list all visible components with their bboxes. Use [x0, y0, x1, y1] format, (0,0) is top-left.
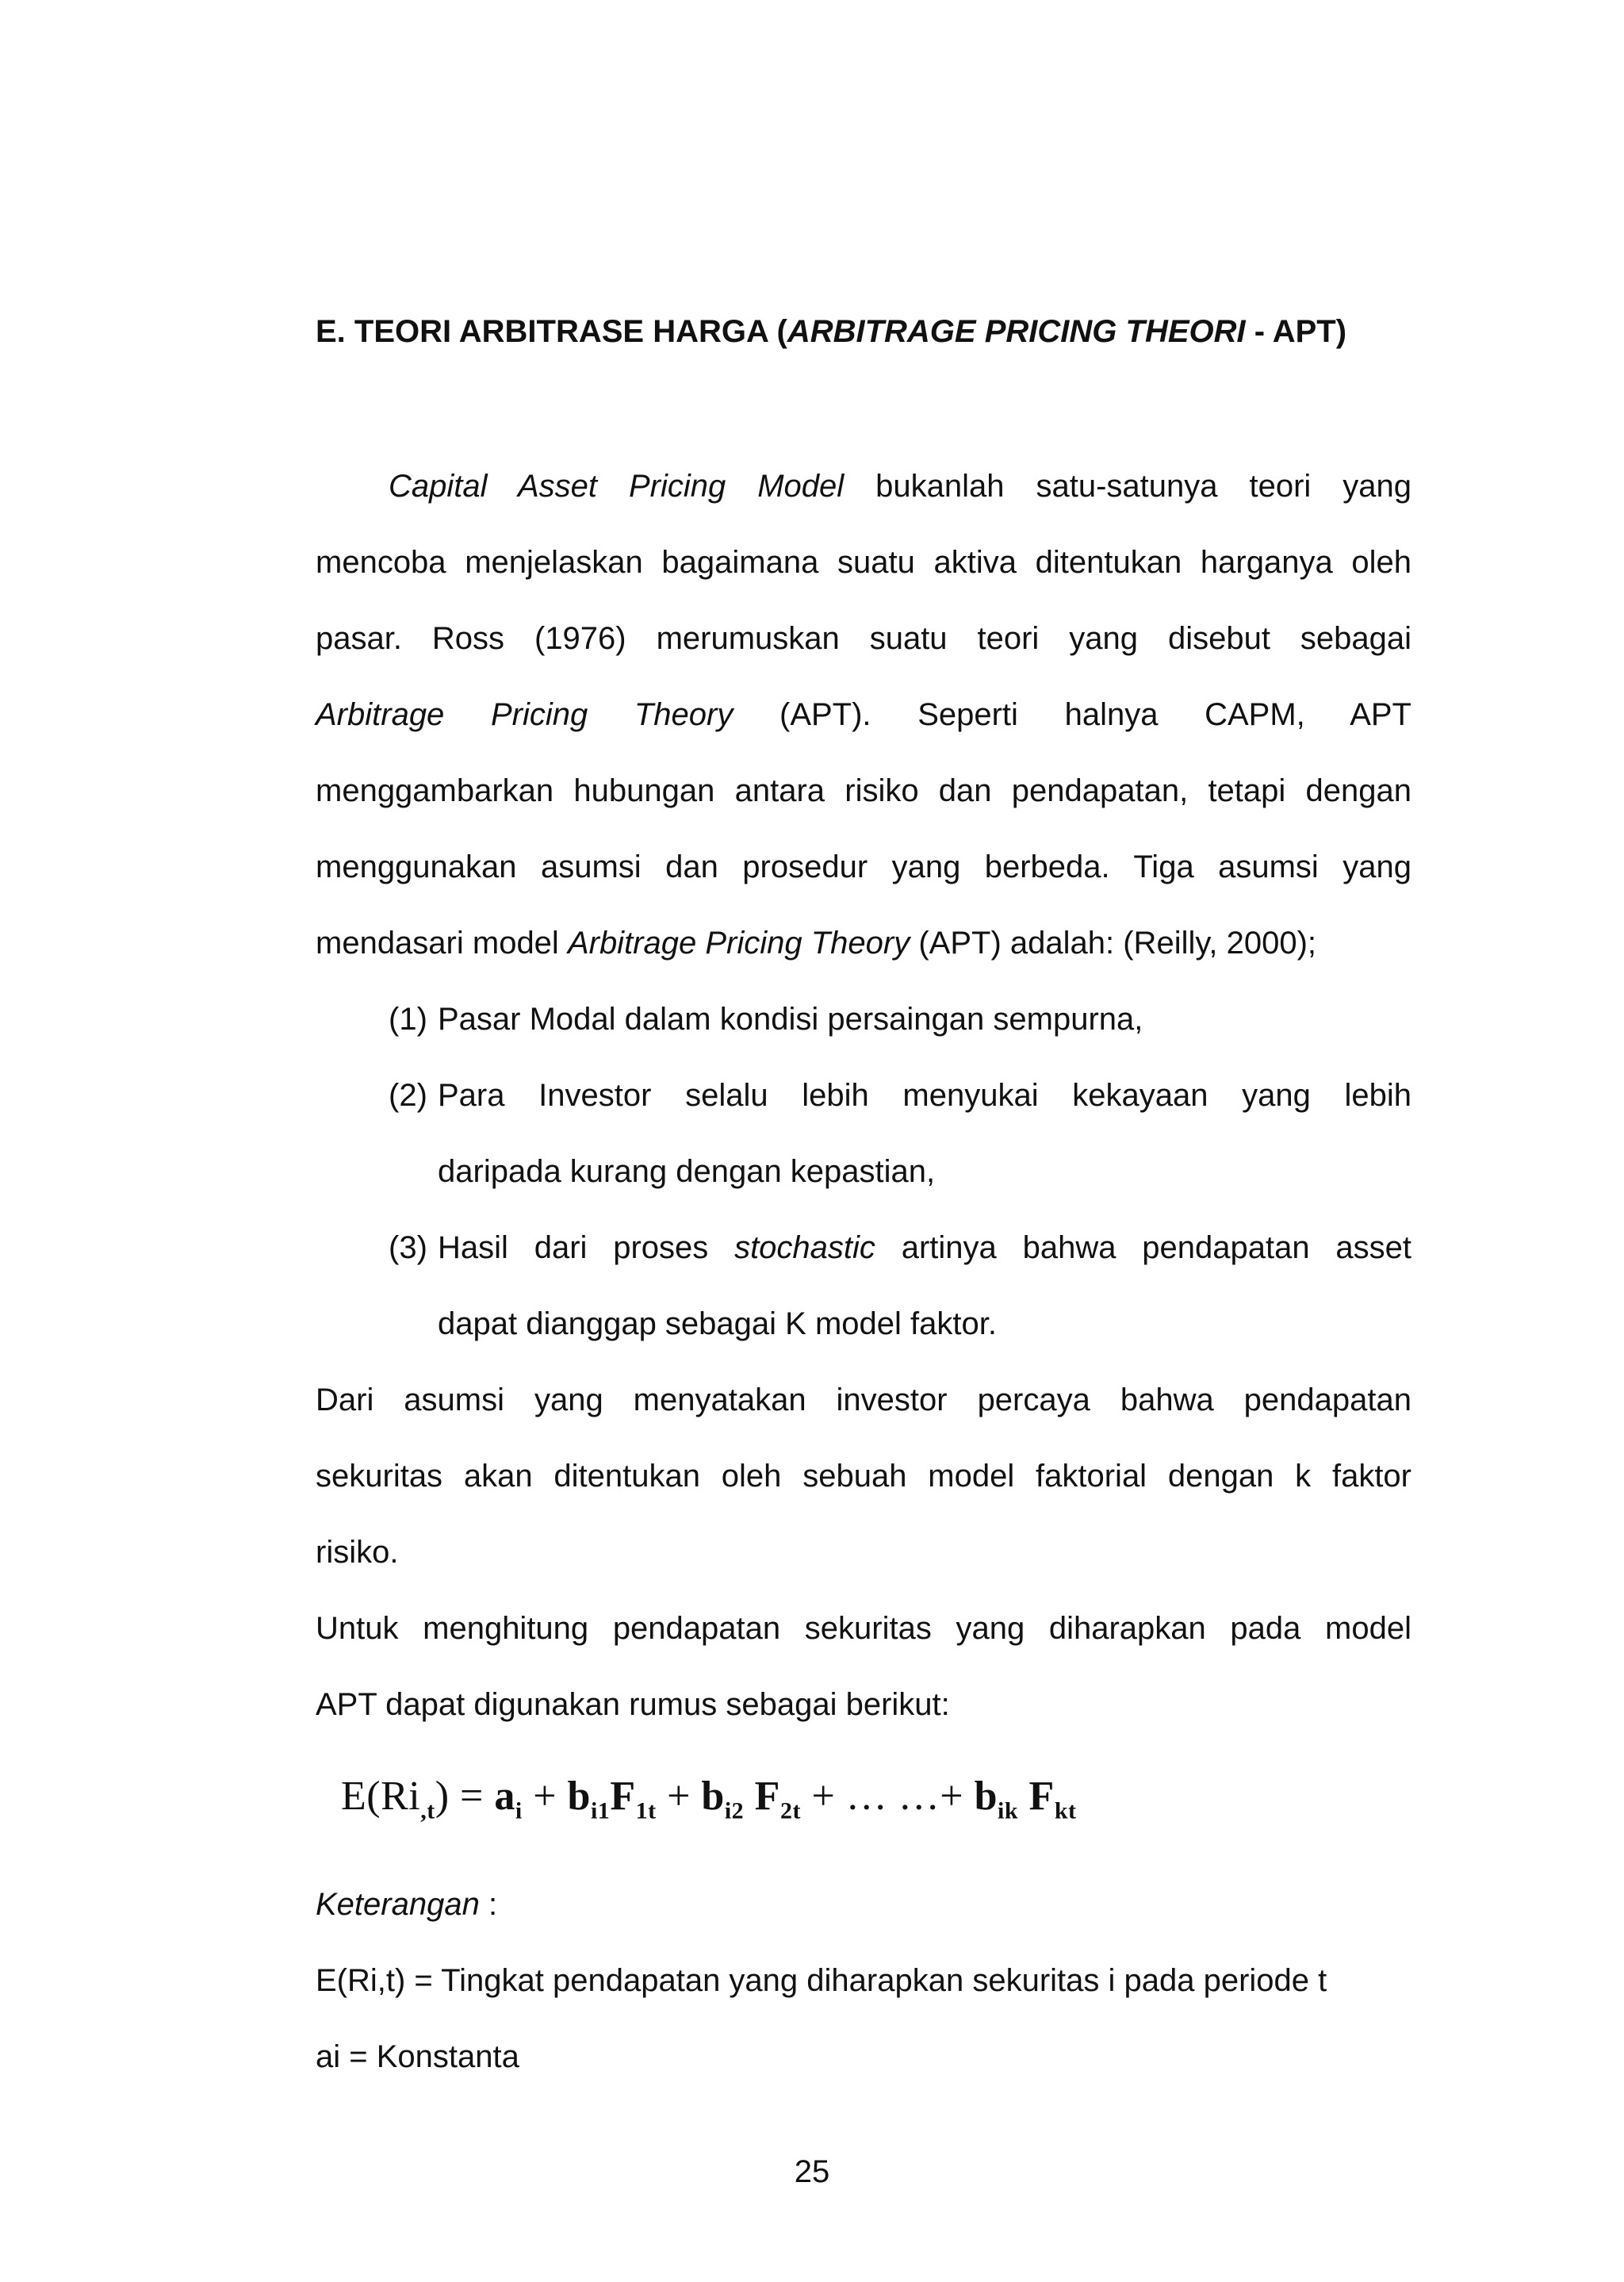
formula-fk-sub: kt: [1054, 1797, 1077, 1824]
paragraph1-line1-text: bukanlah satu-satunya teori yang: [844, 469, 1411, 504]
paragraph3-line2: APT dapat digunakan rumus sebagai berikut:: [316, 1687, 950, 1722]
formula-b1-sub: i1: [590, 1797, 611, 1824]
apt-formula: [341, 1769, 1077, 1839]
paragraph1-line1: [389, 464, 1411, 508]
notes-item-2: ai = Konstanta: [316, 2039, 519, 2074]
assumption-number: (1): [389, 1002, 427, 1037]
paragraph1-line3: pasar. Ross (1976) merumuskan suatu teori yang disebut sebagai: [316, 621, 1411, 656]
assumption-text: Pasar Modal dalam kondisi persaingan sempurna,: [438, 1002, 1143, 1037]
paragraph2-line1: Dari asumsi yang menyatakan investor percaya bahwa pendapatan: [316, 1383, 1411, 1417]
formula-bk-sub: ik: [998, 1797, 1019, 1824]
paragraph1-line7-post: (APT) adalah: (Reilly, 2000);: [910, 926, 1317, 961]
page-number: 25: [794, 2154, 830, 2189]
assumption-item-2: [389, 1073, 1411, 1118]
paragraph1-line7-pre: mendasari model: [316, 926, 568, 961]
formula-fk: F: [1018, 1774, 1055, 1819]
formula-b2: b: [701, 1774, 725, 1819]
formula-f1-sub: 1t: [635, 1797, 657, 1824]
assumption-item-2-cont: daripada kurang dengan kepastian,: [438, 1154, 936, 1189]
keterangan-label: Keterangan: [316, 1887, 480, 1922]
paragraph1-line5: menggambarkan hubungan antara risiko dan pendapatan, tetapi dengan: [316, 773, 1411, 808]
formula-a-sub: i: [515, 1797, 523, 1824]
assumption-number: (2): [389, 1078, 427, 1113]
paragraph1-line4-text: (APT). Seperti halnya CAPM, APT: [733, 697, 1411, 732]
formula-bk: b: [974, 1774, 998, 1819]
assumption-text: Para Investor selalu lebih menyukai kekayaan yang lebih: [438, 1078, 1411, 1113]
paragraph1-line7: [316, 921, 1411, 965]
formula-lhs-close: ) =: [435, 1774, 495, 1819]
heading-italic: ARBITRAGE PRICING THEORI: [787, 314, 1246, 349]
assumption-item-3-cont: dapat dianggap sebagai K model faktor.: [438, 1306, 997, 1341]
formula-lhs-sub: ,t: [420, 1797, 435, 1824]
paragraph1-line6: menggunakan asumsi dan prosedur yang berbeda. Tiga asumsi yang: [316, 850, 1411, 884]
formula-b2-sub: i2: [724, 1797, 745, 1824]
stochastic-term: stochastic: [734, 1230, 875, 1265]
paragraph2-line3: risiko.: [316, 1535, 399, 1570]
paragraph2-line2: sekuritas akan ditentukan oleh sebuah model faktorial dengan k faktor: [316, 1459, 1411, 1494]
formula-plus: +: [522, 1774, 568, 1819]
formula-plus: +: [656, 1774, 702, 1819]
formula-b1: b: [567, 1774, 591, 1819]
paragraph1-line4: [316, 692, 1411, 737]
notes-item-1: E(Ri,t) = Tingkat pendapatan yang diharapkan sekuritas i pada periode t: [316, 1963, 1327, 1998]
assumption-text-pre: Hasil dari proses: [438, 1230, 735, 1265]
heading-prefix: E. TEORI ARBITRASE HARGA (: [316, 314, 787, 349]
formula-ellipsis: + … …+: [800, 1774, 975, 1819]
apt-term-2: Arbitrage Pricing Theory: [567, 926, 910, 961]
formula-a: a: [494, 1774, 515, 1819]
paragraph1-line2: mencoba menjelaskan bagaimana suatu aktiva ditentukan harganya oleh: [316, 545, 1411, 580]
assumption-item-3: [389, 1225, 1411, 1270]
capm-term: Capital Asset Pricing Model: [389, 469, 845, 504]
notes-label: [316, 1882, 1411, 1927]
formula-f2: F: [744, 1774, 780, 1819]
assumption-text-post: artinya bahwa pendapatan asset: [875, 1230, 1411, 1265]
assumption-item-1: [389, 997, 1411, 1041]
formula-f1: F: [610, 1774, 636, 1819]
paragraph3-line1: Untuk menghitung pendapatan sekuritas yang diharapkan pada model: [316, 1611, 1411, 1646]
section-heading: [316, 309, 1346, 354]
assumption-number: (3): [389, 1230, 427, 1265]
apt-term: Arbitrage Pricing Theory: [316, 697, 733, 732]
heading-suffix: - APT): [1245, 314, 1347, 349]
keterangan-colon: :: [479, 1887, 498, 1922]
formula-lhs: E(Ri: [341, 1774, 421, 1819]
formula-f2-sub: 2t: [779, 1797, 801, 1824]
